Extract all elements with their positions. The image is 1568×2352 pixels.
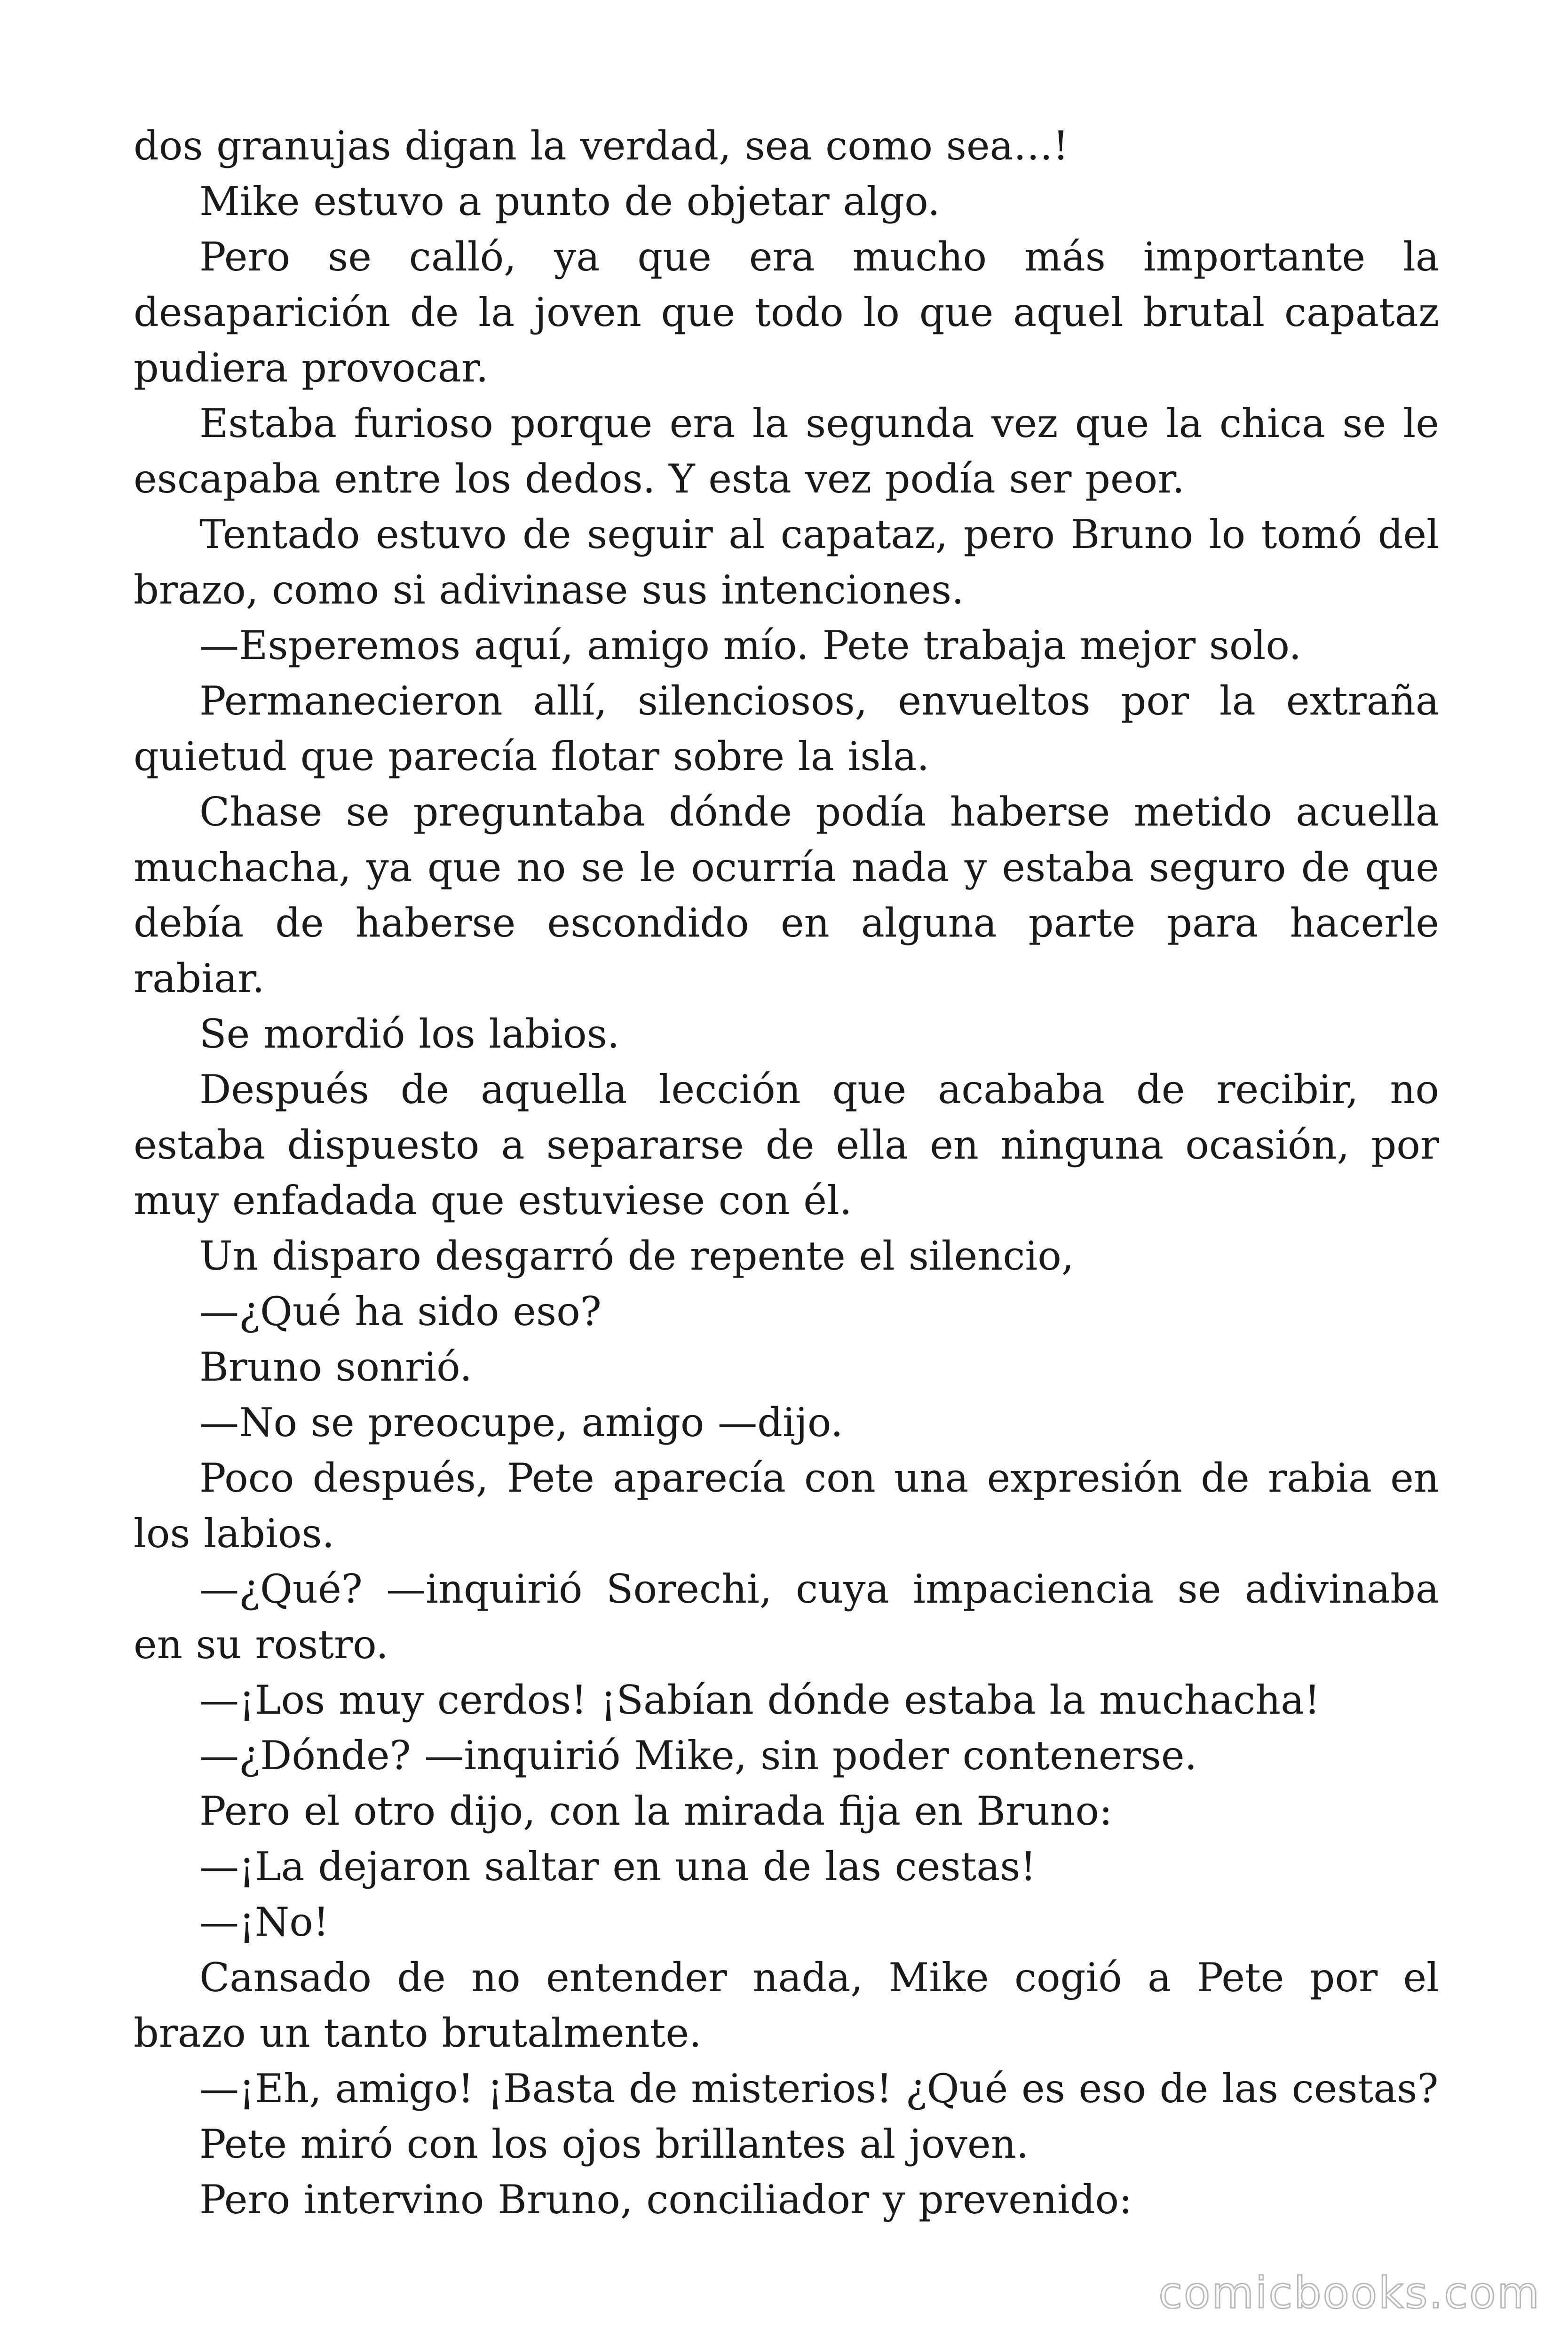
paragraph: Pero se calló, ya que era mucho más importante la desaparición de la joven que todo lo que aquel brutal capataz pudiera provocar. bbox=[134, 234, 1439, 391]
paragraph: —¡Eh, amigo! ¡Basta de misterios! ¿Qué es eso de las cestas? bbox=[199, 2066, 1439, 2112]
paragraph: —¡No! bbox=[199, 1899, 329, 1945]
paragraph: Chase se preguntaba dónde podía haberse metido acuella muchacha, ya que no se le ocurría nada y estaba seguro de que debía de haberse escondido en alguna parte para hacerle rabiar. bbox=[134, 789, 1439, 1001]
paragraph: —No se preocupe, amigo —dijo. bbox=[199, 1399, 843, 1446]
paragraph: Bruno sonrió. bbox=[199, 1344, 472, 1390]
paragraph: Pete miró con los ojos brillantes al joven. bbox=[199, 2121, 1029, 2167]
paragraph: Poco después, Pete aparecía con una expresión de rabia en los labios. bbox=[134, 1455, 1439, 1557]
paragraph: Pero el otro dijo, con la mirada fija en Bruno: bbox=[199, 1788, 1113, 1834]
paragraph: —¡La dejaron saltar en una de las cestas! bbox=[199, 1843, 1037, 1890]
watermark: comicbooks.com bbox=[1158, 2268, 1541, 2318]
paragraph: —Esperemos aquí, amigo mío. Pete trabaja mejor solo. bbox=[199, 622, 1302, 668]
paragraph: Pero intervino Bruno, conciliador y prevenido: bbox=[199, 2177, 1132, 2223]
page-body bbox=[134, 118, 1439, 2227]
paragraph: Mike estuvo a punto de objetar algo. bbox=[199, 178, 940, 224]
paragraph: Un disparo desgarró de repente el silencio, bbox=[199, 1233, 1074, 1279]
paragraph: Estaba furioso porque era la segunda vez que la chica se le escapaba entre los dedos. Y esta vez podía ser peor. bbox=[134, 400, 1439, 502]
paragraph: Se mordió los labios. bbox=[199, 1011, 620, 1057]
paragraph: —¿Dónde? —inquirió Mike, sin poder contenerse. bbox=[199, 1732, 1197, 1779]
paragraph: —¿Qué? —inquirió Sorechi, cuya impaciencia se adivinaba en su rostro. bbox=[134, 1566, 1439, 1668]
paragraph: Después de aquella lección que acababa de recibir, no estaba dispuesto a separarse de ella en ninguna ocasión, por muy enfadada que estuviese con él. bbox=[134, 1066, 1439, 1224]
paragraph: Tentado estuvo de seguir al capataz, pero Bruno lo tomó del brazo, como si adivinase sus intenciones. bbox=[134, 511, 1439, 613]
paragraph: —¿Qué ha sido eso? bbox=[199, 1288, 602, 1335]
paragraph: Cansado de no entender nada, Mike cogió a Pete por el brazo un tanto brutalmente. bbox=[134, 1955, 1439, 2056]
paragraph: —¡Los muy cerdos! ¡Sabían dónde estaba la muchacha! bbox=[199, 1677, 1320, 1723]
paragraph: Permanecieron allí, silenciosos, envueltos por la extraña quietud que parecía flotar sobre la isla. bbox=[134, 678, 1439, 779]
paragraph: dos granujas digan la verdad, sea como sea…! bbox=[134, 123, 1069, 169]
